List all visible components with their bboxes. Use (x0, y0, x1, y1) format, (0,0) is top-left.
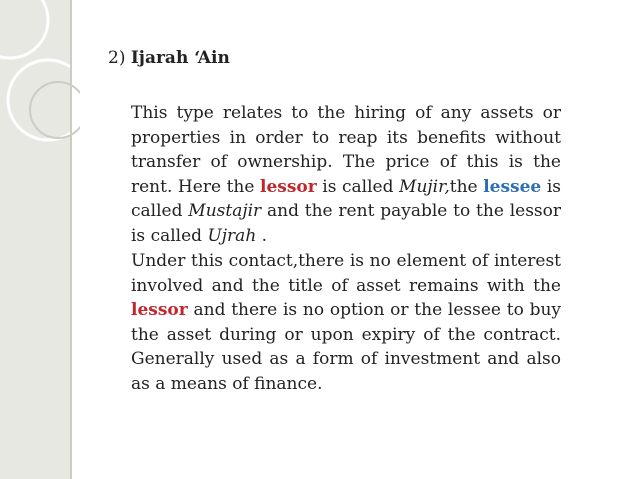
paragraph-contract-terms (131, 249, 561, 396)
para1-text-3: the (449, 176, 484, 197)
decorative-rings (0, 0, 80, 479)
term-ujrah: Ujrah (207, 225, 257, 246)
para1-text-2: is called (316, 176, 400, 197)
para1-text-4: is called (131, 176, 561, 221)
heading-number: 2) (108, 48, 126, 68)
para1-text-6: . (256, 225, 268, 246)
ring-top (0, 0, 48, 58)
para2-text-1: Under this contact,there is no element of interest involved and the title of asset remains with the (131, 251, 561, 296)
divider-line (70, 0, 72, 479)
term-lessor-2: lessor (131, 300, 188, 320)
paragraph-ijarah-definition (131, 101, 561, 248)
heading-title: Ijarah ‘Ain (130, 48, 230, 68)
para1-text-1: This type relates to the hiring of any assets or properties in order to reap its benefits without transfer of ownership. The price of this is the rent. Here the (131, 103, 561, 197)
slide-heading (108, 48, 230, 68)
term-mustajir: Mustajir (188, 201, 262, 221)
ring-bottom (30, 82, 80, 138)
term-mujir: Mujir, (399, 176, 450, 197)
term-lessor: lessor (259, 176, 317, 197)
term-lessee: lessee (483, 176, 542, 197)
para1-text-5: and the rent payable to the lessor is called (131, 201, 561, 246)
para2-text-2: and there is no option or the lessee to buy the asset during or upon expiry of the contract. Generally used as a form of investment and also as a means of finance. (131, 300, 561, 394)
